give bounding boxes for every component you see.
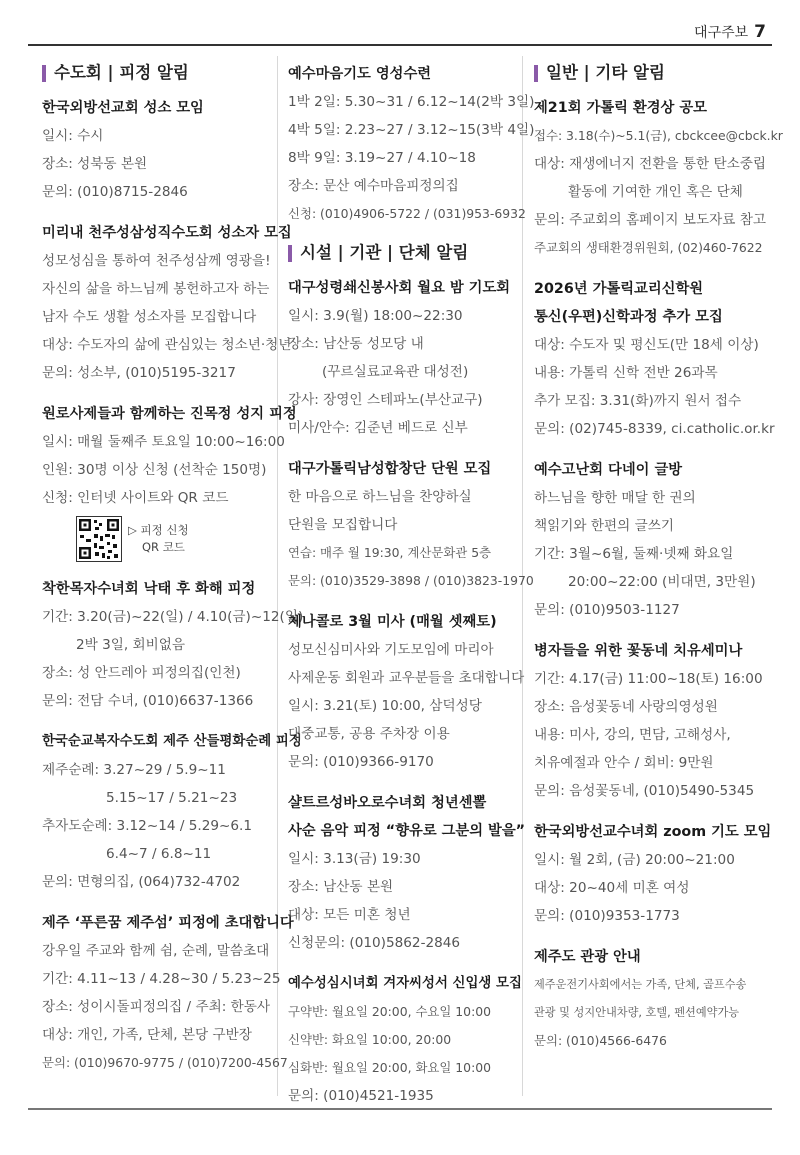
notice-title: 샬트르성바오로수녀회 청년센뽈 <box>288 795 487 811</box>
notice-line: 문의: 주교회의 홈페이지 보도자료 참고 <box>534 212 766 228</box>
notice-line: 성모신심미사와 기도모임에 마리아 <box>288 642 494 658</box>
notice-line: 문의: 음성꽃동네, (010)5490-5345 <box>534 783 755 799</box>
notice-item <box>42 94 270 206</box>
notice-item <box>288 455 534 595</box>
notice-title: 한국외방선교회 성소 모임 <box>42 100 204 116</box>
notice-line: 대상: 수도자 및 평신도(만 18세 이상) <box>534 337 759 353</box>
qr-caption-line: QR 코드 <box>142 540 185 554</box>
notice-title: 제21회 가톨릭 환경상 공모 <box>534 100 707 116</box>
notice-line: 문의: (010)9353-1773 <box>534 908 680 924</box>
notice-title: 한국순교복자수도회 제주 산들평화순례 피정 <box>42 734 302 749</box>
notice-line: 장소: 문산 예수마음피정의집 <box>288 178 459 194</box>
notice-line: 8박 9일: 3.19~27 / 4.10~18 <box>288 150 476 166</box>
notice-line: 대상: 개인, 가족, 단체, 본당 구반장 <box>42 1027 252 1043</box>
qr-caption-line: ▷ 피정 신청 <box>128 523 189 537</box>
section-heading <box>534 56 762 90</box>
notice-title-continued: 통신(우편)신학과정 추가 모집 <box>534 309 723 325</box>
notice-line: 단원을 모집합니다 <box>288 517 398 533</box>
notice-line: 대중교통, 공용 주차장 이용 <box>288 726 450 742</box>
notice-item <box>42 219 292 387</box>
notice-line: 남자 수도 생활 성소자를 모집합니다 <box>42 309 257 325</box>
column-facilities-groups <box>288 56 535 1110</box>
notice-title: 병자들을 위한 꽃동네 치유세미나 <box>534 643 743 659</box>
notice-line: 문의: 전담 수녀, (010)6637-1366 <box>42 693 254 709</box>
notice-item <box>288 608 525 776</box>
notice-item <box>42 575 304 715</box>
notice-line: 문의: (02)745-8339, ci.catholic.or.kr <box>534 421 775 437</box>
notice-line: 기간: 3월~6월, 둘째·넷째 화요일 <box>534 546 734 562</box>
notice-line: 미사/안수: 김준년 베드로 신부 <box>288 420 468 436</box>
notice-title: 제주도 관광 안내 <box>534 949 641 965</box>
notice-line: 대상: 모든 미혼 청년 <box>288 907 411 923</box>
notice-line: 장소: 성북동 본원 <box>42 156 148 172</box>
publication-title: 대구주보 <box>694 25 749 41</box>
notice-line: 일시: 3.9(월) 18:00~22:30 <box>288 308 463 324</box>
notice-line: 장소: 성이시돌피정의집 / 주최: 한동사 <box>42 999 270 1015</box>
section-heading-text: 일반 | 기타 알림 <box>546 63 665 82</box>
notice-line: 구약반: 월요일 20:00, 수요일 10:00 <box>288 1004 492 1019</box>
notice-line: 강사: 장영인 스테파노(부산교구) <box>288 392 483 408</box>
notice-title: 2026년 가톨릭교리신학원 <box>534 281 704 297</box>
notice-line: 문의: (010)3529-3898 / (010)3823-1970 <box>288 573 534 588</box>
notice-title: 예수마음기도 영성수련 <box>288 66 432 82</box>
page-header <box>694 22 766 42</box>
notice-line: 추자도순례: 3.12~14 / 5.29~6.1 <box>42 818 253 834</box>
notice-line: 문의: 면형의집, (064)732-4702 <box>42 874 241 890</box>
notice-line: 2박 3일, 회비없음 <box>76 637 186 653</box>
notice-line: 장소: 남산동 성모당 내 <box>288 336 424 352</box>
notice-title: 예수고난회 다네이 글방 <box>534 462 683 478</box>
notice-item <box>534 94 783 262</box>
notice-line: 일시: 월 2회, (금) 20:00~21:00 <box>534 852 735 868</box>
notice-line: 내용: 미사, 강의, 면담, 고해성사, <box>534 727 731 743</box>
notice-line: 6.4~7 / 6.8~11 <box>106 846 212 862</box>
notice-line: 일시: 수시 <box>42 128 104 144</box>
notice-line: 신약반: 화요일 10:00, 20:00 <box>288 1032 452 1047</box>
notice-line: 5.15~17 / 5.21~23 <box>106 790 238 806</box>
notice-line: 기간: 4.11~13 / 4.28~30 / 5.23~25 <box>42 971 281 987</box>
notice-line: 심화반: 월요일 20:00, 화요일 10:00 <box>288 1060 492 1075</box>
notice-line: 인원: 30명 이상 신청 (선착순 150명) <box>42 462 267 478</box>
bottom-rule <box>28 1108 772 1110</box>
notice-line: 책읽기와 한편의 글쓰기 <box>534 518 674 534</box>
section-heading-text: 수도회 | 피정 알림 <box>54 63 189 82</box>
notice-line: 문의: (010)9670-9775 / (010)7200-4567 <box>42 1055 288 1070</box>
notice-line: 한 마음으로 하느님을 찬양하실 <box>288 489 472 505</box>
notice-line: 장소: 성 안드레아 피정의집(인천) <box>42 665 241 681</box>
section-heading-text: 시설 | 기관 | 단체 알림 <box>300 243 469 262</box>
section-heading <box>42 56 270 90</box>
qr-code-icon[interactable] <box>76 516 122 562</box>
notice-line: 문의: (010)4566-6476 <box>534 1033 667 1048</box>
notice-line: 문의: 성소부, (010)5195-3217 <box>42 365 236 381</box>
notice-line: 기간: 4.17(금) 11:00~18(토) 16:00 <box>534 671 763 687</box>
notice-line: 대상: 20~40세 미혼 여성 <box>534 880 690 896</box>
notice-line: 문의: (010)8715-2846 <box>42 184 188 200</box>
column-religious-retreats <box>42 56 304 1077</box>
notice-line: 접수: 3.18(수)~5.1(금), cbckcee@cbck.kr <box>534 128 783 143</box>
notice-item <box>288 60 535 228</box>
notice-line: 기간: 3.20(금)~22(일) / 4.10(금)~12(일) <box>42 609 304 625</box>
notice-line: 문의: (010)4521-1935 <box>288 1088 434 1104</box>
notice-title: 착한목자수녀회 낙태 후 화해 피정 <box>42 581 256 597</box>
notice-item <box>534 943 762 1055</box>
notice-title: 예수성심시녀회 겨자씨성서 신입생 모집 <box>288 976 522 991</box>
notice-line: 대상: 재생에너지 전환을 통한 탄소중립 <box>534 156 766 172</box>
qr-block <box>76 516 270 562</box>
notice-line: 연습: 매주 월 19:30, 계산문화관 5층 <box>288 545 492 560</box>
notice-item <box>534 818 772 930</box>
notice-title: 대구가톨릭남성합창단 단원 모집 <box>288 461 492 477</box>
notice-title: 체나콜로 3월 미사 (매월 셋째토) <box>288 614 497 630</box>
section-heading <box>288 236 518 270</box>
column-general-notices <box>534 56 783 1055</box>
heading-accent-bar <box>42 65 46 82</box>
notice-item <box>42 909 294 1077</box>
notice-line: 신청: 인터넷 사이트와 QR 코드 <box>42 490 229 506</box>
notice-title: 미리내 천주성삼성직수도회 성소자 모집 <box>42 225 292 241</box>
page-number: 7 <box>754 22 766 42</box>
notice-item <box>288 789 526 957</box>
heading-accent-bar <box>288 245 292 262</box>
notice-title-continued: 사순 음악 피정 “향유로 그분의 발을” <box>288 823 526 839</box>
notice-line: 추가 모집: 3.31(화)까지 원서 접수 <box>534 393 742 409</box>
notice-line: 4박 5일: 2.23~27 / 3.12~15(3박 4일) <box>288 122 535 138</box>
notice-line: 활동에 기여한 개인 혹은 단체 <box>568 184 743 200</box>
notice-line: 문의: (010)9503-1127 <box>534 602 680 618</box>
column-divider <box>277 56 278 1096</box>
notice-line: 성모성심을 통하여 천주성삼께 영광을! <box>42 253 271 269</box>
notice-item <box>534 275 775 443</box>
notice-line: 20:00~22:00 (비대면, 3만원) <box>568 574 756 590</box>
notice-title: 대구성령쇄신봉사회 월요 밤 기도회 <box>288 280 511 296</box>
notice-line: 강우일 주교와 함께 쉼, 순례, 말씀초대 <box>42 943 270 959</box>
notice-line: 치유예절과 안수 / 회비: 9만원 <box>534 755 714 771</box>
notice-line: 자신의 삶을 하느님께 봉헌하고자 하는 <box>42 281 270 297</box>
notice-line: 대상: 수도자의 삶에 관심있는 청소년·청년 <box>42 337 292 353</box>
qr-caption <box>128 522 189 556</box>
top-rule <box>28 44 772 46</box>
notice-line: 사제운동 회원과 교우분들을 초대합니다 <box>288 670 525 686</box>
notice-item <box>534 456 762 624</box>
notice-item <box>288 970 522 1110</box>
notice-line: 문의: (010)9366-9170 <box>288 754 434 770</box>
notice-title: 한국외방선교수녀회 zoom 기도 모임 <box>534 824 772 840</box>
notice-line: 장소: 음성꽃동네 사랑의영성원 <box>534 699 718 715</box>
notice-item <box>42 400 297 562</box>
notice-line: 1박 2일: 5.30~31 / 6.12~14(2박 3일) <box>288 94 535 110</box>
notice-line: 내용: 가톨릭 신학 전반 26과목 <box>534 365 718 381</box>
notice-line: 일시: 3.21(토) 10:00, 삼덕성당 <box>288 698 482 714</box>
notice-line: 일시: 3.13(금) 19:30 <box>288 851 421 867</box>
notice-line: 하느님을 향한 매달 한 권의 <box>534 490 696 506</box>
notice-line: 장소: 남산동 본원 <box>288 879 394 895</box>
notice-item <box>534 637 762 805</box>
heading-accent-bar <box>534 65 538 82</box>
notice-title: 원로사제들과 함께하는 진목정 성지 피정 <box>42 406 297 422</box>
notice-item <box>288 274 518 442</box>
notice-line: 주교회의 생태환경위원회, (02)460-7622 <box>534 240 763 255</box>
notice-item <box>42 728 302 896</box>
notice-line: 제주운전기사회에서는 가족, 단체, 골프수송 <box>534 978 747 991</box>
notice-line: 일시: 매월 둘째주 토요일 10:00~16:00 <box>42 434 285 450</box>
notice-line: 신청문의: (010)5862-2846 <box>288 935 461 951</box>
notice-line: 관광 및 성지안내차량, 호텔, 펜션예약가능 <box>534 1006 740 1019</box>
notice-line: 제주순례: 3.27~29 / 5.9~11 <box>42 762 226 778</box>
notice-line: (꾸르실료교육관 대성전) <box>322 364 469 380</box>
notice-title: 제주 ‘푸른꿈 제주섬’ 피정에 초대합니다 <box>42 915 294 931</box>
notice-line: 신청: (010)4906-5722 / (031)953-6932 <box>288 206 526 221</box>
